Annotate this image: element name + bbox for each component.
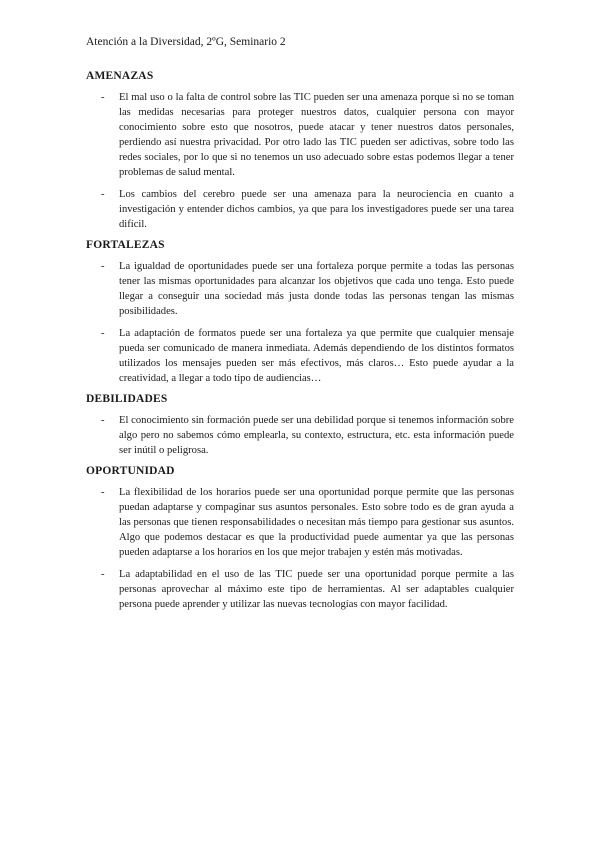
bullet-dash: - bbox=[101, 189, 105, 200]
bullet-dash: - bbox=[101, 261, 105, 272]
section-debilidades bbox=[86, 393, 514, 458]
item-text: La igualdad de oportunidades puede ser una fortaleza porque permite a todas las personas tener las mismas oportunidades para alcanzar los objetivos que cada uno tenga. Esto puede llegar a conseguir una sociedad más justa donde todas las personas tengan las mismas posibilidades. bbox=[119, 261, 514, 317]
item-list bbox=[86, 90, 514, 232]
item-text: La adaptabilidad en el uso de las TIC puede ser una oportunidad porque permite a las personas aprovechar al máximo este tipo de herramientas. Al ser adaptables cualquier persona puede aprender y utilizar las nuevas tecnologías con mayor facilidad. bbox=[119, 569, 514, 610]
bullet-dash: - bbox=[101, 92, 105, 103]
section-amenazas bbox=[86, 70, 514, 232]
bullet-dash: - bbox=[101, 569, 105, 580]
item-text: Los cambios del cerebro puede ser una amenaza para la neurociencia en cuanto a investigación y entender dichos cambios, ya que para los investigadores puede ser una tarea difícil. bbox=[119, 189, 514, 230]
list-item bbox=[86, 413, 514, 458]
bullet-dash: - bbox=[101, 487, 105, 498]
section-title: AMENAZAS bbox=[86, 70, 154, 82]
section-title: OPORTUNIDAD bbox=[86, 465, 175, 477]
section-title: DEBILIDADES bbox=[86, 393, 168, 405]
bullet-dash: - bbox=[101, 415, 105, 426]
list-item bbox=[86, 567, 514, 612]
list-item bbox=[86, 90, 514, 180]
list-item bbox=[86, 326, 514, 386]
list-item bbox=[86, 259, 514, 319]
list-item bbox=[86, 187, 514, 232]
item-text: El conocimiento sin formación puede ser una debilidad porque si tenemos información sobre algo pero no sabemos cómo emplearla, su contexto, estructura, etc. esta información puede ser inútil o peligrosa. bbox=[119, 415, 514, 456]
item-list bbox=[86, 259, 514, 386]
bullet-dash: - bbox=[101, 328, 105, 339]
item-list bbox=[86, 485, 514, 612]
list-item bbox=[86, 485, 514, 560]
item-text: El mal uso o la falta de control sobre las TIC pueden ser una amenaza porque si no se toman las medidas necesarias para proteger nuestros datos, cualquier persona con mayor conocimiento sobre esto que nosotros, puede atacar y tener nuestros datos personales, perdiendo así nuestra privacidad. Por otro lado las TIC pueden ser adictivas, sobre todo las redes sociales, por lo que si no tenemos un uso adecuado sobre estas podemos llegar a tener problemas de salud mental. bbox=[119, 92, 514, 178]
item-list bbox=[86, 413, 514, 458]
section-fortalezas bbox=[86, 239, 514, 386]
section-title: FORTALEZAS bbox=[86, 239, 165, 251]
item-text: La flexibilidad de los horarios puede ser una oportunidad porque permite que las personas puedan adaptarse y compaginar sus asuntos personales. Esto sobre todo es de gran ayuda a las personas que tienen responsabilidades o necesitan más tiempo para gestionar sus asuntos. Algo que podemos destacar es que la productividad puede aumentar ya que las personas pueden adaptarse a los horarios en los que mejor trabajen y estén más motivadas. bbox=[119, 487, 514, 558]
page-header: Atención a la Diversidad, 2ºG, Seminario 2 bbox=[86, 36, 286, 48]
section-oportunidad bbox=[86, 465, 514, 612]
item-text: La adaptación de formatos puede ser una fortaleza ya que permite que cualquier mensaje pueda ser comunicado de manera inmediata. Además dependiendo de los distintos formatos utilizados los mensajes pueden ser más efectivos, más claros… Esto puede ayudar a la creatividad, a llegar a todo tipo de audiencias… bbox=[119, 328, 514, 384]
